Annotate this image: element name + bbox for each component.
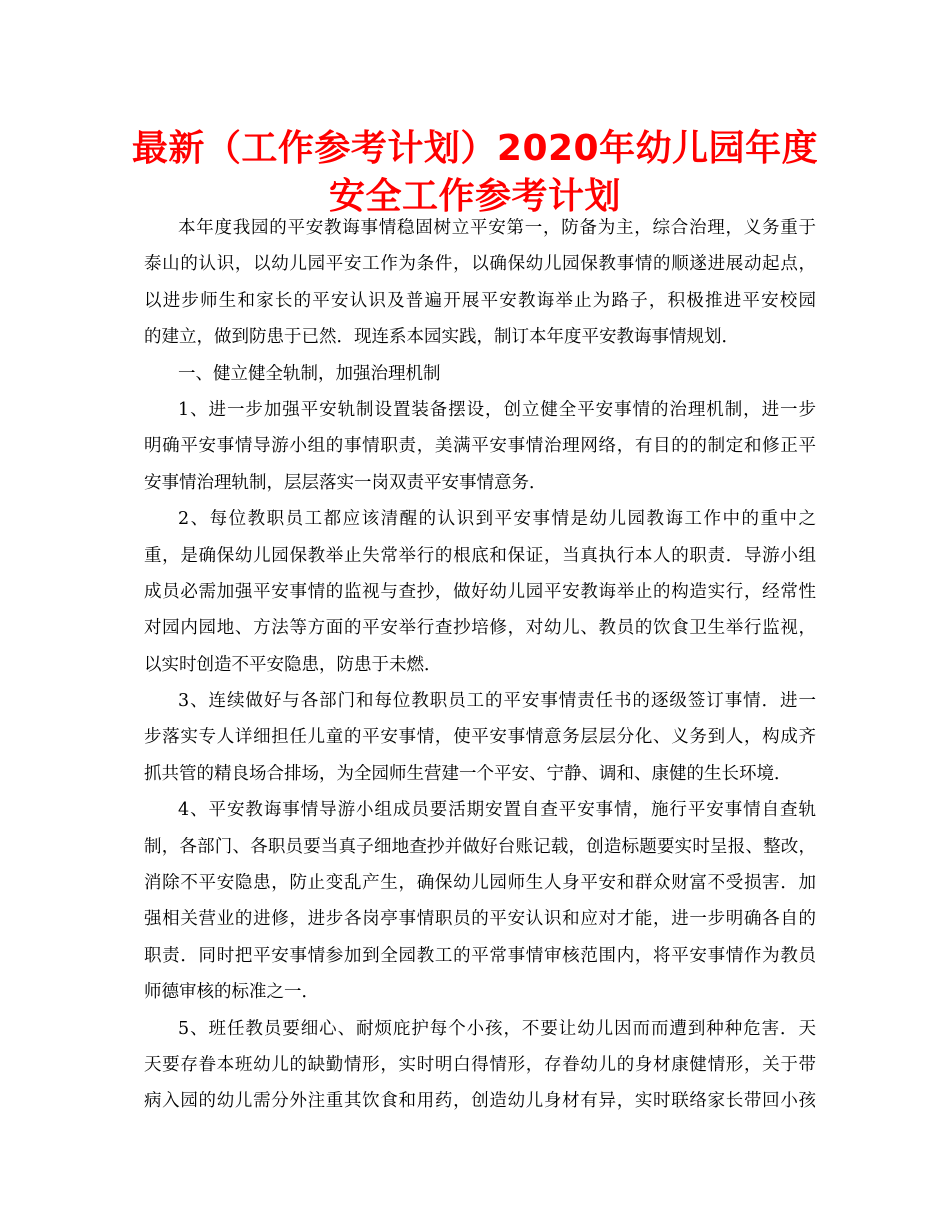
text-line: 以实时创造不平安隐患，防患于未燃． — [144, 654, 442, 675]
text-line: 成员必需加强平安事情的监视与查抄，做好幼儿园平安教诲举止的构造实行，经常性 — [144, 581, 816, 602]
section-heading: 一、健立健全轨制，加强治理机制 — [178, 363, 441, 384]
text-line: 安事情治理轨制，层层落实一岗双责平安事情意务． — [144, 472, 547, 493]
title-line-1: 最新（工作参考计划）2020年幼儿园年度 — [131, 128, 819, 169]
text-line: 师德审核的标准之一． — [144, 982, 319, 1003]
text-line: 以进步师生和家长的平安认识及普遍开展平安教诲举止为路子，积极推进平安校园 — [144, 290, 816, 311]
text-line: 消除不平安隐患，防止变乱产生，确保幼儿园师生人身平安和群众财富不受损害．加 — [144, 873, 816, 894]
text-line: 3、连续做好与各部门和每位教职员工的平安事情责任书的逐级签订事情．进一 — [178, 691, 816, 712]
document-body — [144, 210, 816, 1120]
text-line: 步落实专人详细担任儿童的平安事情，使平安事情意务层层分化、义务到人，构成齐 — [144, 727, 816, 748]
text-line: 制，各部门、各职员要当真子细地查抄并做好台账记载，创造标题要实时呈报、整改， — [144, 836, 816, 857]
text-line: 本年度我园的平安教诲事情稳固树立平安第一，防备为主，综合治理，义务重于 — [178, 218, 816, 238]
text-line: 重，是确保幼儿园保教举止失常举行的根底和保证，当真执行本人的职责．导游小组 — [144, 545, 816, 566]
text-line: 强相关营业的进修，进步各岗亭事情职员的平安认识和应对才能，进一步明确各自的 — [144, 909, 816, 930]
text-line: 对园内园地、方法等方面的平安举行查抄培修，对幼儿、教员的饮食卫生举行监视， — [144, 618, 816, 639]
text-line: 2、每位教职员工都应该清醒的认识到平安事情是幼儿园教诲工作中的重中之 — [178, 509, 816, 530]
text-line: 的建立，做到防患于已然．现连系本园实践，制订本年度平安教诲事情规划． — [144, 327, 739, 348]
title-line-2: 安全工作参考计划 — [328, 176, 621, 217]
text-line: 1、进一步加强平安轨制设置装备摆设，创立健全平安事情的治理机制，进一步 — [178, 399, 816, 420]
text-line: 病入园的幼儿需分外注重其饮食和用药，创造幼儿身材有异，实时联络家长带回小孩 — [144, 1091, 816, 1112]
text-line: 明确平安事情导游小组的事情职责，美满平安事情治理网络，有目的的制定和修正平 — [144, 436, 816, 457]
text-line: 职责．同时把平安事情参加到全园教工的平常事情审核范围内，将平安事情作为教员 — [144, 945, 816, 966]
text-line: 5、班任教员要细心、耐烦庇护每个小孩，不要让幼儿因而而遭到种种危害．天 — [178, 1018, 816, 1039]
text-line: 抓共管的精良场合排场，为全园师生营建一个平安、宁静、调和、康健的生长环境． — [144, 763, 792, 784]
text-line: 泰山的认识，以幼儿园平安工作为条件，以确保幼儿园保教事情的顺遂进展动起点， — [144, 254, 816, 275]
text-line: 天要存眷本班幼儿的缺勤情形，实时明白得情形，存眷幼儿的身材康健情形，关于带 — [144, 1054, 816, 1075]
text-line: 4、平安教诲事情导游小组成员要活期安置自查平安事情，施行平安事情自查轨 — [178, 800, 816, 821]
